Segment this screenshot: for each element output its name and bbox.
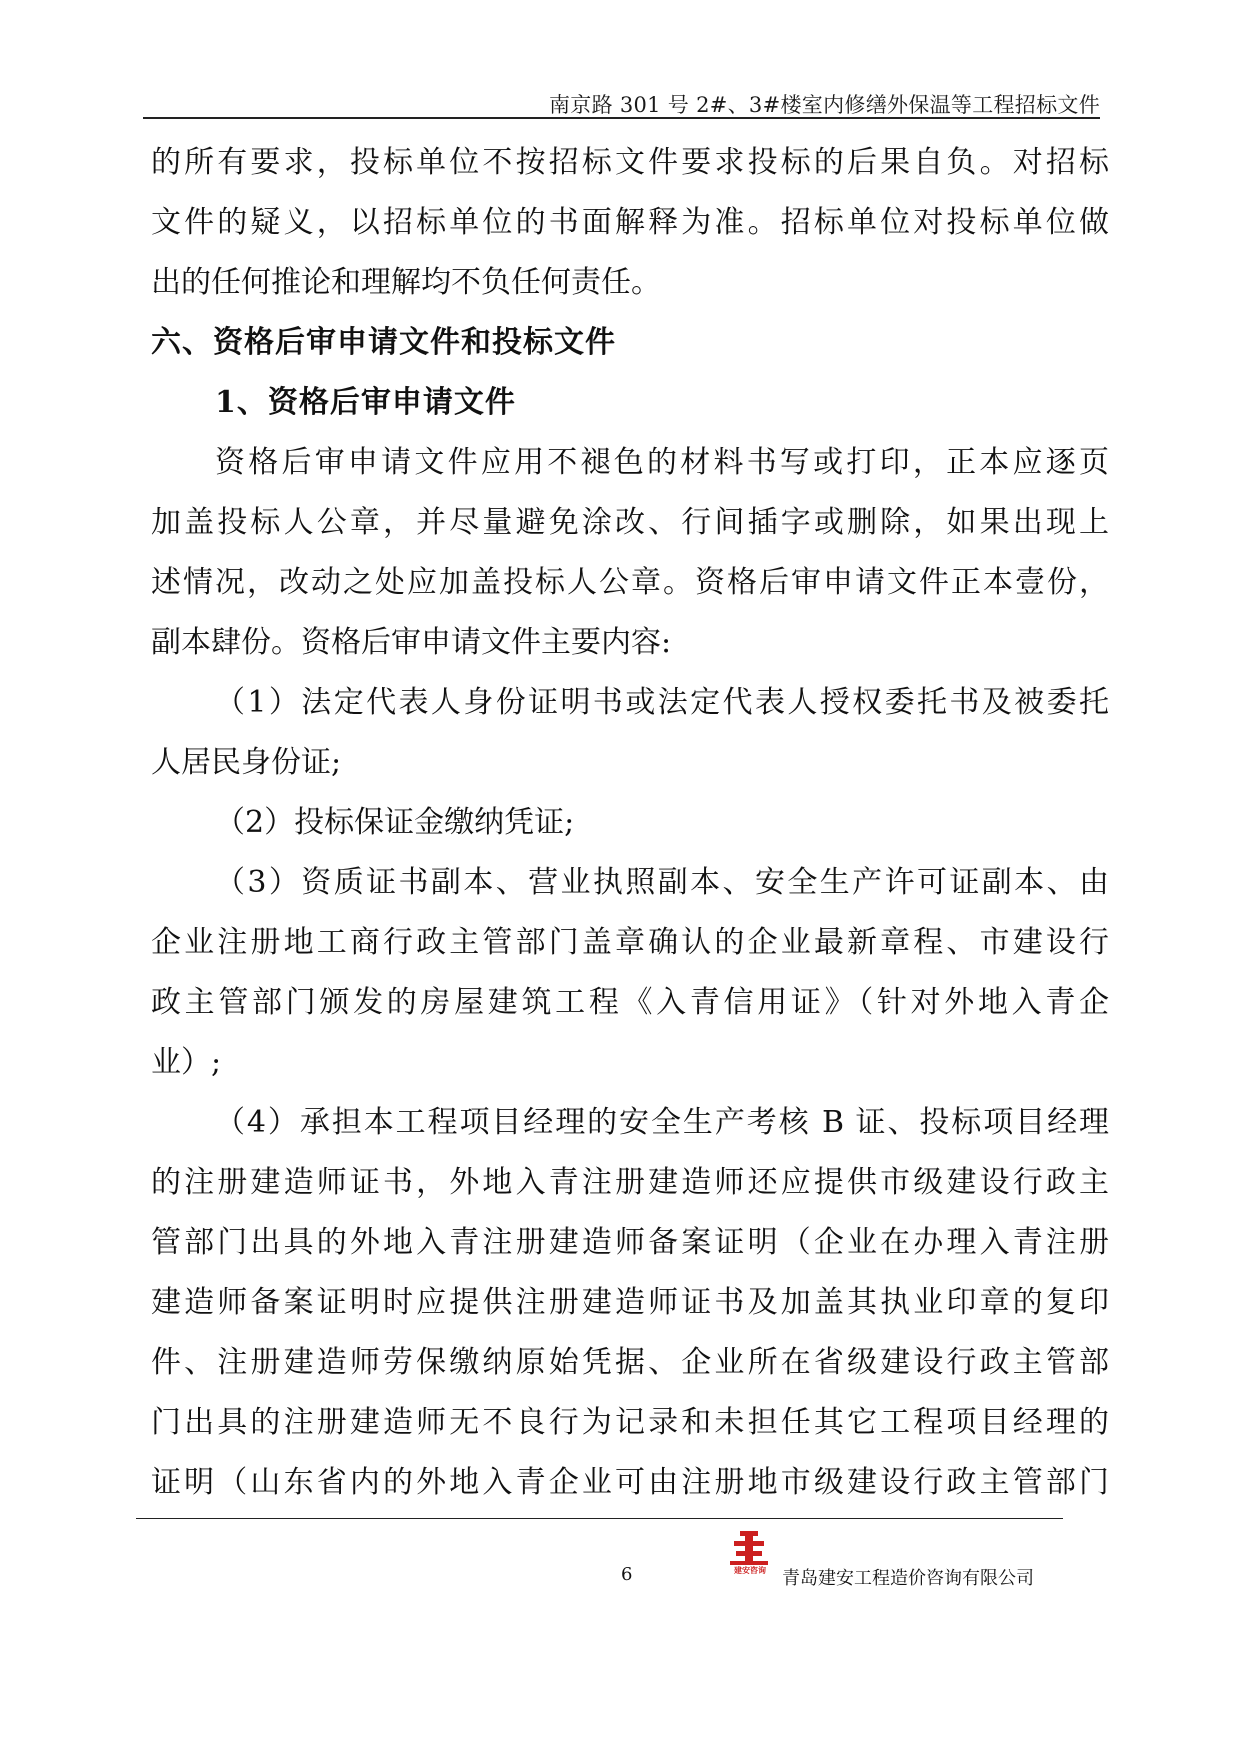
company-logo-icon xyxy=(726,1527,772,1567)
section-heading: 六、资格后审申请文件和投标文件 xyxy=(151,325,616,360)
body-line: 述情况，改动之处应加盖投标人公章。资格后审申请文件正本壹份， xyxy=(151,565,1109,600)
footer-divider xyxy=(136,1518,1063,1519)
body-line: 业）; xyxy=(151,1045,222,1080)
company-logo xyxy=(716,1527,784,1577)
page-header-title: 南京路 301 号 2#、3#楼室内修缮外保温等工程招标文件 xyxy=(548,93,1100,117)
body-line: 文件的疑义，以招标单位的书面解释为准。招标单位对投标单位做 xyxy=(151,205,1109,240)
body-line: （2）投标保证金缴纳凭证; xyxy=(215,805,575,840)
body-line: 件、注册建造师劳保缴纳原始凭据、企业所在省级建设行政主管部 xyxy=(151,1345,1109,1380)
body-line: 建造师备案证明时应提供注册建造师证书及加盖其执业印章的复印 xyxy=(151,1285,1109,1320)
body-line: 的注册建造师证书，外地入青注册建造师还应提供市级建设行政主 xyxy=(151,1165,1109,1200)
body-line: 副本肆份。资格后审申请文件主要内容: xyxy=(151,625,672,660)
body-line: 出的任何推论和理解均不负任何责任。 xyxy=(151,265,661,300)
body-line: 人居民身份证; xyxy=(151,745,342,780)
body-line: （4）承担本工程项目经理的安全生产考核 B 证、投标项目经理 xyxy=(215,1105,1109,1140)
body-line: 的所有要求，投标单位不按招标文件要求投标的后果自负。对招标 xyxy=(151,145,1109,180)
body-line: 资格后审申请文件应用不褪色的材料书写或打印，正本应逐页 xyxy=(215,445,1109,480)
body-line: 门出具的注册建造师无不良行为记录和未担任其它工程项目经理的 xyxy=(151,1405,1109,1440)
page-number: 6 xyxy=(621,1564,633,1585)
header-divider xyxy=(143,117,1100,119)
document-body xyxy=(151,133,1109,1513)
company-name: 青岛建安工程造价咨询有限公司 xyxy=(782,1568,1034,1589)
body-line: 企业注册地工商行政主管部门盖章确认的企业最新章程、市建设行 xyxy=(151,925,1109,960)
body-line: 管部门出具的外地入青注册建造师备案证明（企业在办理入青注册 xyxy=(151,1225,1109,1260)
body-line: 加盖投标人公章，并尽量避免涂改、行间插字或删除，如果出现上 xyxy=(151,505,1109,540)
body-line: （1）法定代表人身份证明书或法定代表人授权委托书及被委托 xyxy=(215,685,1109,720)
company-logo-text: 建安咨询 xyxy=(734,1565,766,1575)
body-line: （3）资质证书副本、营业执照副本、安全生产许可证副本、由 xyxy=(215,865,1109,900)
section-heading: 1、资格后审申请文件 xyxy=(215,385,516,420)
body-line: 证明（山东省内的外地入青企业可由注册地市级建设行政主管部门 xyxy=(151,1465,1109,1500)
body-line: 政主管部门颁发的房屋建筑工程《入青信用证》（针对外地入青企 xyxy=(151,985,1109,1020)
